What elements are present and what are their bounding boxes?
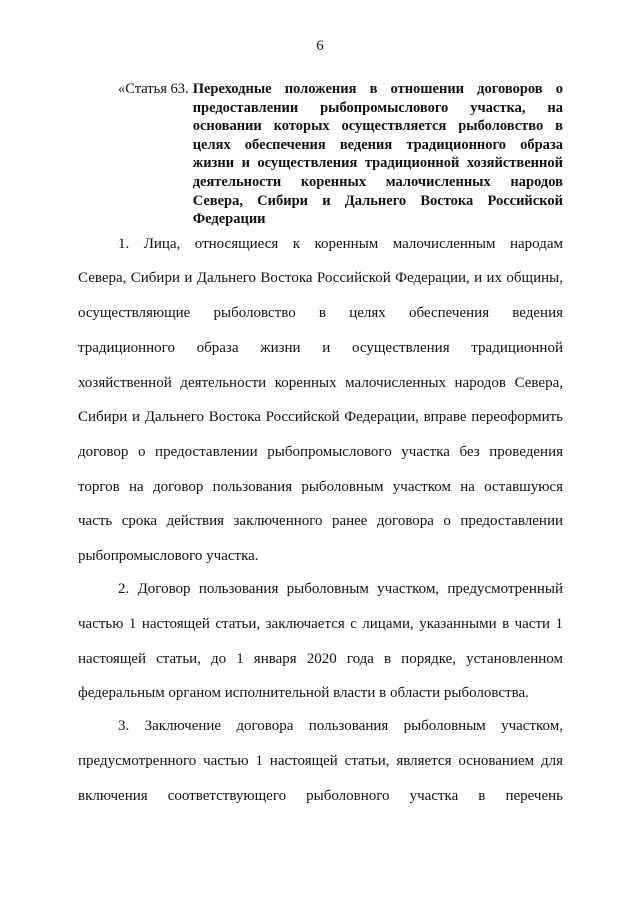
paragraph-line: включения соответствующего рыболовного участка в перечень	[78, 788, 563, 804]
paragraph-line: торгов на договор пользования рыболовным участком на оставшуюся	[78, 479, 563, 495]
article-label: «Статья 63.	[118, 81, 189, 97]
paragraph-line: предусмотренного частью 1 настоящей статьи, является основанием для	[78, 753, 563, 769]
paragraph-line: рыбопромыслового участка.	[78, 548, 259, 564]
paragraph-line: Сибири и Дальнего Востока Российской Федерации, вправе переоформить	[78, 409, 563, 425]
paragraph-line: хозяйственной деятельности коренных малочисленных народов Севера,	[78, 375, 563, 391]
paragraph-line: 2. Договор пользования рыболовным участком, предусмотренный	[118, 581, 563, 597]
paragraph-line: часть срока действия заключенного ранее договора о предоставлении	[78, 513, 563, 529]
paragraph-line: Севера, Сибири и Дальнего Востока Российской Федерации, и их общины,	[78, 270, 563, 286]
paragraph-line: частью 1 настоящей статьи, заключается с лицами, указанными в части 1	[78, 616, 563, 632]
paragraph-line: традиционного образа жизни и осуществления традиционной	[78, 340, 563, 356]
page-number: 6	[316, 38, 324, 54]
article-heading	[118, 80, 563, 229]
paragraph-line: федеральным органом исполнительной власти в области рыболовства.	[78, 685, 529, 701]
article-title: Переходные положения в отношении договоров о предоставлении рыбопромыслового участка, на основании которых осуществляется рыболовство в целях обеспечения ведения традиционного образа жизни и осуществления традиционной хозяйственной деятельности коренных малочисленных народов Севера, Сибири и Дальнего Востока Российской Федерации	[192, 81, 563, 228]
paragraph-line: осуществляющие рыболовство в целях обеспечения ведения	[78, 305, 563, 321]
paragraph-line: 3. Заключение договора пользования рыболовным участком,	[118, 718, 563, 734]
paragraph-line: настоящей статьи, до 1 января 2020 года в порядке, установленном	[78, 651, 563, 667]
paragraph-line: договор о предоставлении рыбопромыслового участка без проведения	[78, 444, 563, 460]
paragraph-line: 1. Лица, относящиеся к коренным малочисленным народам	[118, 236, 563, 252]
